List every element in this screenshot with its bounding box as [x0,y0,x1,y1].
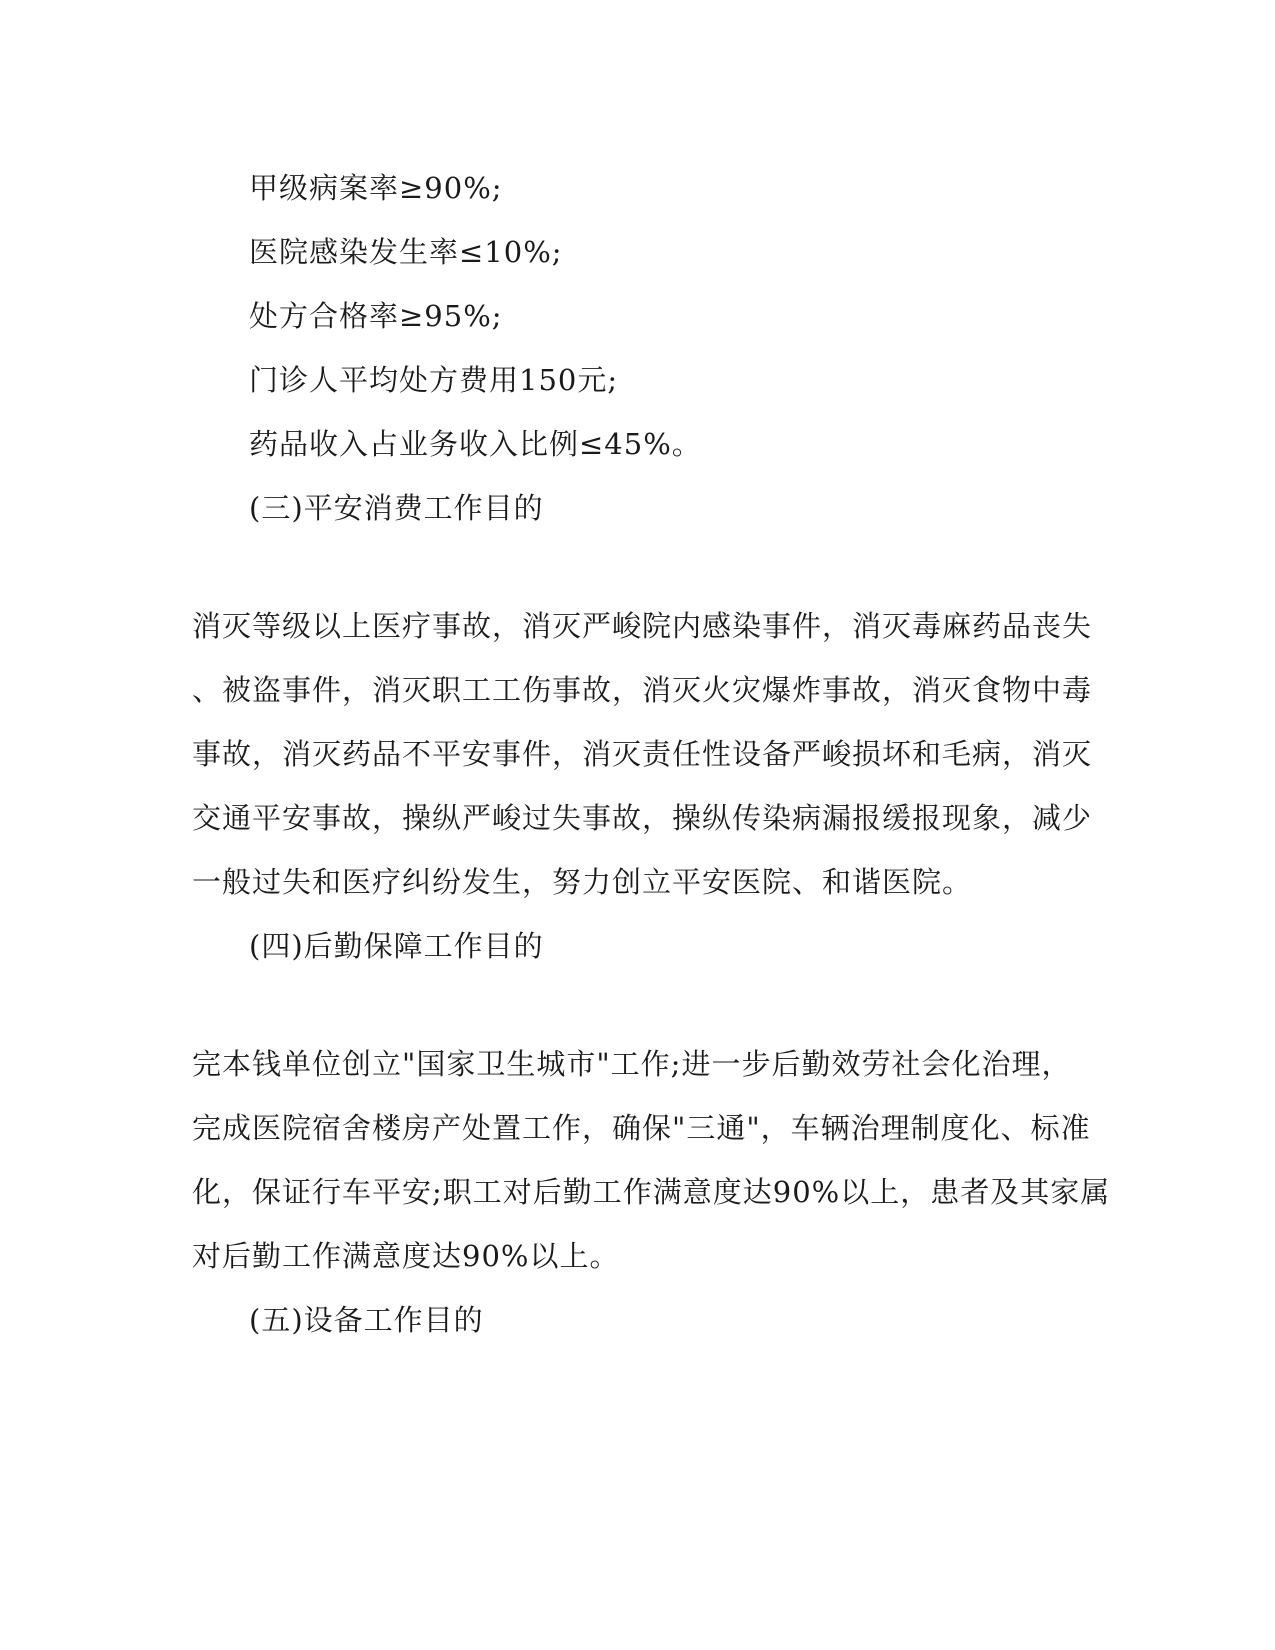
metric-line: 甲级病案率≥90%; [249,171,503,205]
metric-line: 药品收入占业务收入比例≤45%。 [249,427,702,461]
metric-line: 处方合格率≥95%; [249,299,503,333]
paragraph-line: 事故，消灭药品不平安事件，消灭责任性设备严峻损坏和毛病，消灭 [192,737,1093,771]
metric-line: 医院感染发生率≤10%; [249,235,563,269]
metric-line: 门诊人平均处方费用150元; [249,363,619,397]
section-heading: (三)平安消费工作目的 [249,491,544,525]
paragraph-line: 、被盗事件，消灭职工工伤事故，消灭火灾爆炸事故，消灭食物中毒 [192,673,1093,707]
paragraph-line: 交通平安事故，操纵严峻过失事故，操纵传染病漏报缓报现象，减少 [192,801,1093,835]
paragraph-line: 消灭等级以上医疗事故，消灭严峻院内感染事件，消灭毒麻药品丧失 [192,609,1093,643]
paragraph-line: 化，保证行车平安;职工对后勤工作满意度达90%以上，患者及其家属 [192,1175,1111,1209]
paragraph-line: 完本钱单位创立"国家卫生城市"工作;进一步后勤效劳社会化治理， [192,1047,1072,1081]
paragraph-line: 一般过失和医疗纠纷发生，努力创立平安医院、和谐医院。 [192,865,973,899]
paragraph-line: 对后勤工作满意度达90%以上。 [192,1239,620,1273]
section-heading: (五)设备工作目的 [249,1303,484,1337]
paragraph-line: 完成医院宿舍楼房产处置工作，确保"三通"，车辆治理制度化、标准 [192,1111,1091,1145]
section-heading: (四)后勤保障工作目的 [249,929,544,963]
